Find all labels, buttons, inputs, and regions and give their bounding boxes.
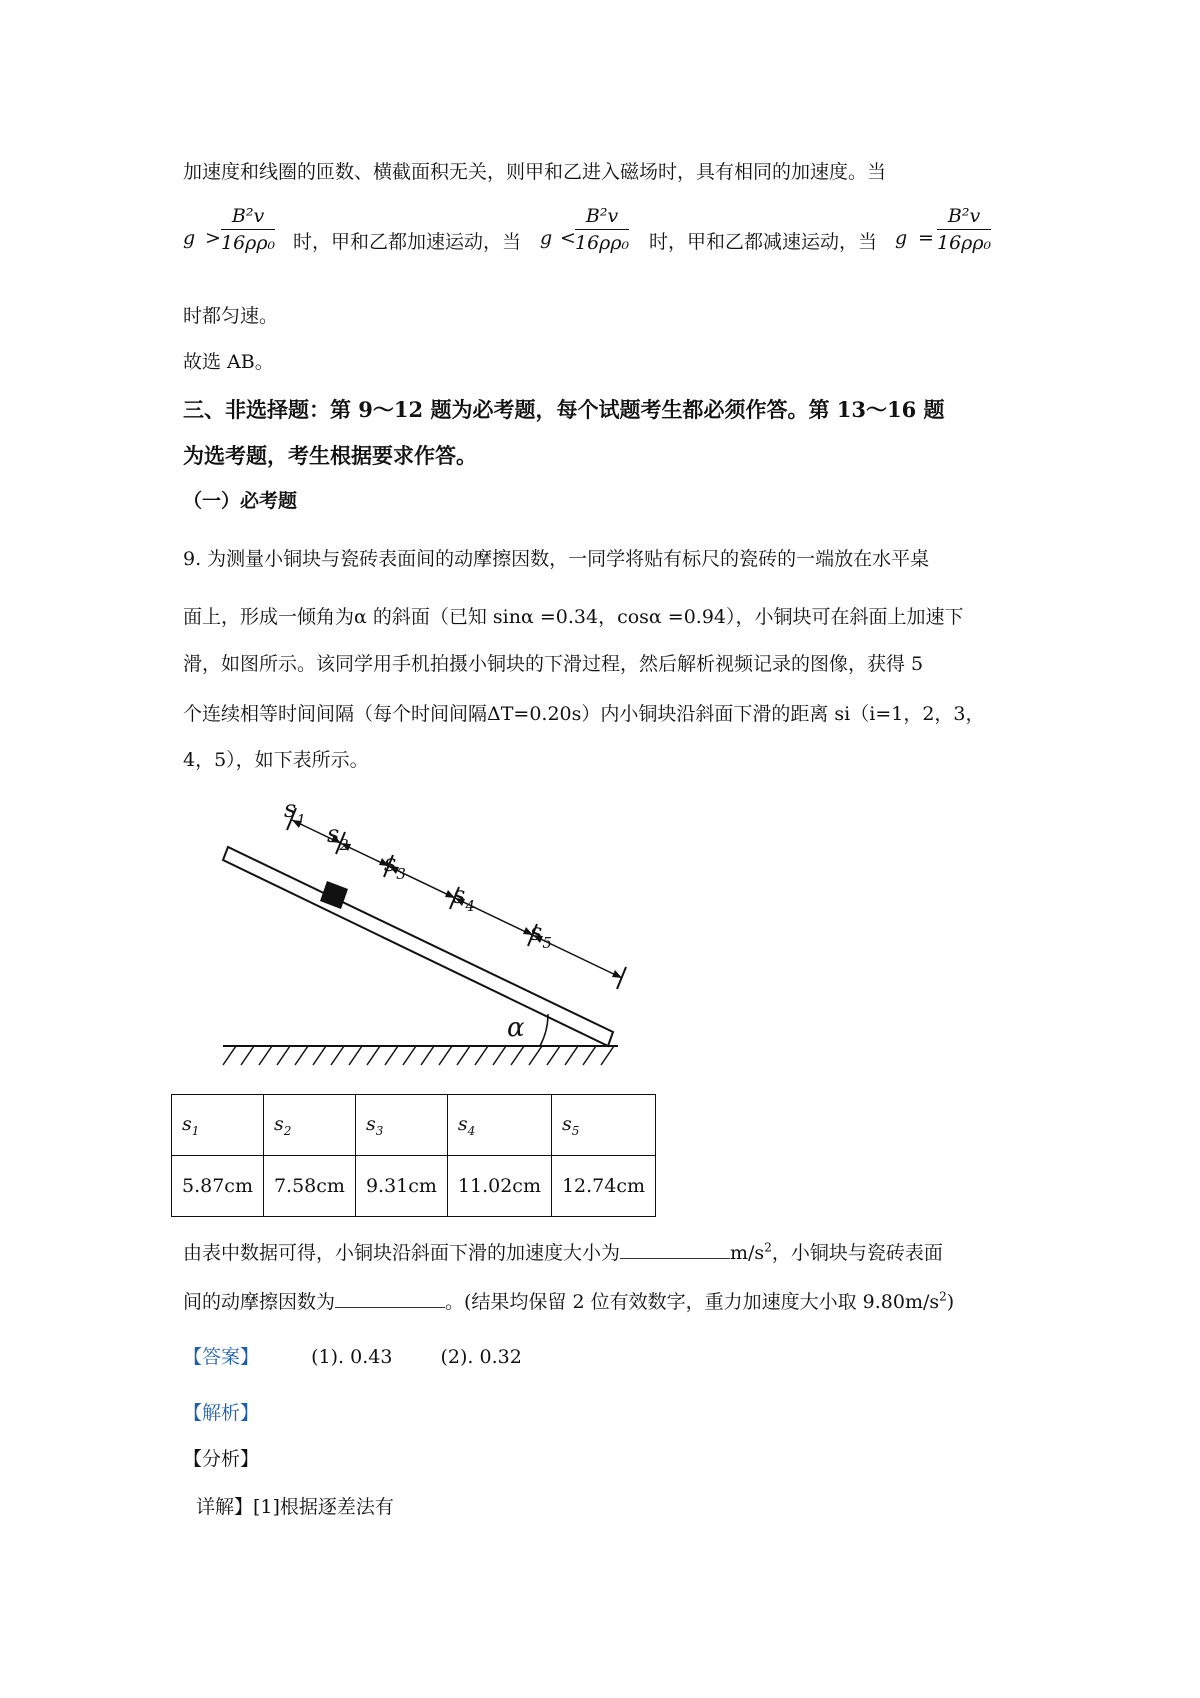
label-s3: $s_3$ <box>384 849 406 883</box>
paragraph-1: 加速度和线圈的匝数、横截面积无关，则甲和乙进入磁场时，具有相同的加速度。当 <box>183 161 887 183</box>
g-symbol: g <box>895 227 908 249</box>
g-symbol: g <box>183 227 196 249</box>
question-9-line-1: 9. 为测量小铜块与瓷砖表面间的动摩擦因数，一同学将贴有标尺的瓷砖的一端放在水平桌 <box>183 548 930 570</box>
incline-figure <box>210 800 630 1080</box>
answer-value-1: (1). 0.43 <box>311 1346 393 1368</box>
fraction-1: $\frac{\text{B²v}}{\text{16ρρ₀}}$ <box>221 205 276 254</box>
gt-sign: > <box>205 227 221 249</box>
answer-blank-1[interactable] <box>620 1240 730 1259</box>
answer-line <box>183 1342 522 1369</box>
question-9-line-3: 滑，如图所示。该同学用手机拍摄小铜块的下滑过程，然后解析视频记录的图像，获得 5 <box>183 653 924 675</box>
question-prompt-line-1: 由表中数据可得，小铜块沿斜面下滑的加速度大小为 $m/s^2$，小铜块与瓷砖表面 <box>183 1240 943 1264</box>
analysis-label: 【解析】 <box>183 1402 260 1424</box>
fraction-2: $\frac{\text{B²v}}{\text{16ρρ₀}}$ <box>575 205 630 254</box>
label-s5: $s_5$ <box>530 918 552 952</box>
table-cell: 5.87cm <box>172 1156 264 1217</box>
label-s1: $s_1$ <box>284 800 306 829</box>
label-alpha: α <box>507 1013 525 1043</box>
angle-arc <box>540 1014 548 1046</box>
fenxi-label: 【分析】 <box>183 1448 260 1470</box>
table-header-cell: $s_2$ <box>263 1095 355 1156</box>
lt-sign: < <box>560 227 576 249</box>
label-s2: $s_2$ <box>327 820 349 854</box>
answer-value-2: (2). 0.32 <box>440 1346 522 1368</box>
paragraph-3: 故选 AB。 <box>183 351 274 373</box>
paragraph-2: 时都匀速。 <box>183 305 279 327</box>
table-cell: 12.74cm <box>551 1156 655 1217</box>
fraction-3: $\frac{\text{B²v}}{\text{16ρρ₀}}$ <box>937 205 992 254</box>
text-decelerate: 时，甲和乙都减速运动，当 <box>649 231 878 253</box>
table-header-cell: $s_4$ <box>447 1095 551 1156</box>
table-cell: 9.31cm <box>355 1156 447 1217</box>
label-s4: $s_4$ <box>453 881 475 915</box>
section-title-line-1: 三、非选择题：第 9～12 题为必考题，每个试题考生都必须作答。第 13～16 题 <box>183 397 945 422</box>
eq-sign: = <box>918 227 934 249</box>
table-row <box>172 1156 656 1217</box>
distance-table <box>171 1094 656 1217</box>
table-header-cell: $s_3$ <box>355 1095 447 1156</box>
table-cell: 7.58cm <box>263 1156 355 1217</box>
question-9-line-5: 4，5），如下表所示。 <box>183 749 369 771</box>
answer-blank-2[interactable] <box>335 1289 445 1308</box>
answer-label: 【答案】 <box>183 1346 260 1368</box>
table-cell: 11.02cm <box>447 1156 551 1217</box>
ground-hatching <box>223 1046 614 1065</box>
text-accelerate: 时，甲和乙都加速运动，当 <box>293 231 522 253</box>
question-9-line-4: 个连续相等时间间隔（每个时间间隔ΔT=0.20s）内小铜块沿斜面下滑的距离 si（i=1，2，3， <box>183 703 985 725</box>
g-symbol: g <box>540 227 553 249</box>
table-header-cell: $s_1$ <box>172 1095 264 1156</box>
question-prompt-line-2: 间的动摩擦因数为 。(结果均保留 2 位有效数字，重力加速度大小取 $9.80m/s^2$) <box>183 1289 955 1313</box>
table-header-cell: $s_5$ <box>551 1095 655 1156</box>
question-9-line-2: 面上，形成一倾角为α 的斜面（已知 sinα =0.34，cosα =0.94），小铜块可在斜面上加速下 <box>183 606 964 628</box>
condition-formula <box>183 205 1013 275</box>
table-header-row <box>172 1095 656 1156</box>
section-title-line-2: 为选考题，考生根据要求作答。 <box>183 443 477 468</box>
subsection-title: （一）必考题 <box>183 490 298 512</box>
detail-line: 详解】[1]根据逐差法有 <box>196 1496 394 1518</box>
